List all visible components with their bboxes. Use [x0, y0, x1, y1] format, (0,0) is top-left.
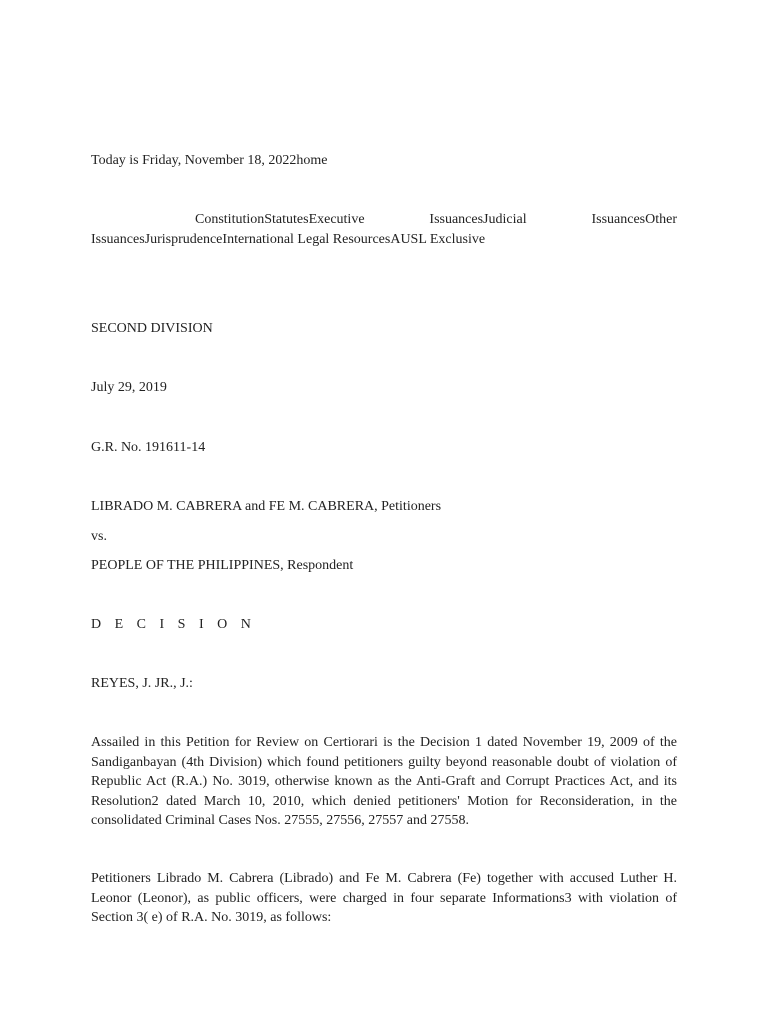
division-heading: SECOND DIVISION — [91, 321, 213, 336]
site-navigation[interactable]: ConstitutionStatutesExecutive IssuancesJudicial IssuancesOther IssuancesJurisprudenceInternational Legal ResourcesAUSL Exclusive — [91, 212, 677, 247]
versus: vs. — [91, 529, 107, 544]
date-line: Today is Friday, November 18, 2022home — [91, 153, 328, 168]
ponente: REYES, J. JR., J.: — [91, 676, 193, 691]
body-paragraph-2: Petitioners Librado M. Cabrera (Librado) and Fe M. Cabrera (Fe) together with accused Luther H. Leonor (Leonor), as public officers, were charged in four separate Informations3 with violation of Section 3( e) of R.A. No. 3019, as follows: — [91, 871, 677, 925]
decision-date: July 29, 2019 — [91, 380, 167, 395]
petitioners: LIBRADO M. CABRERA and FE M. CABRERA, Petitioners — [91, 499, 442, 514]
gr-number: G.R. No. 191611-14 — [91, 440, 206, 455]
body-paragraph-1: Assailed in this Petition for Review on Certiorari is the Decision 1 dated November 19, 2009 of the Sandiganbayan (4th Division) which found petitioners guilty beyond reasonable doubt of violation of Republic Act (R.A.) No. 3019, otherwise known as the Anti-Graft and Corrupt Practices Act, and its Resolution2 dated March 10, 2010, which denied petitioners' Motion for Reconsideration, in the consolidated Criminal Cases Nos. 27555, 27556, 27557 and 27558. — [91, 735, 677, 828]
decision-heading: D E C I S I O N — [91, 617, 256, 632]
respondent: PEOPLE OF THE PHILIPPINES, Respondent — [91, 558, 354, 573]
